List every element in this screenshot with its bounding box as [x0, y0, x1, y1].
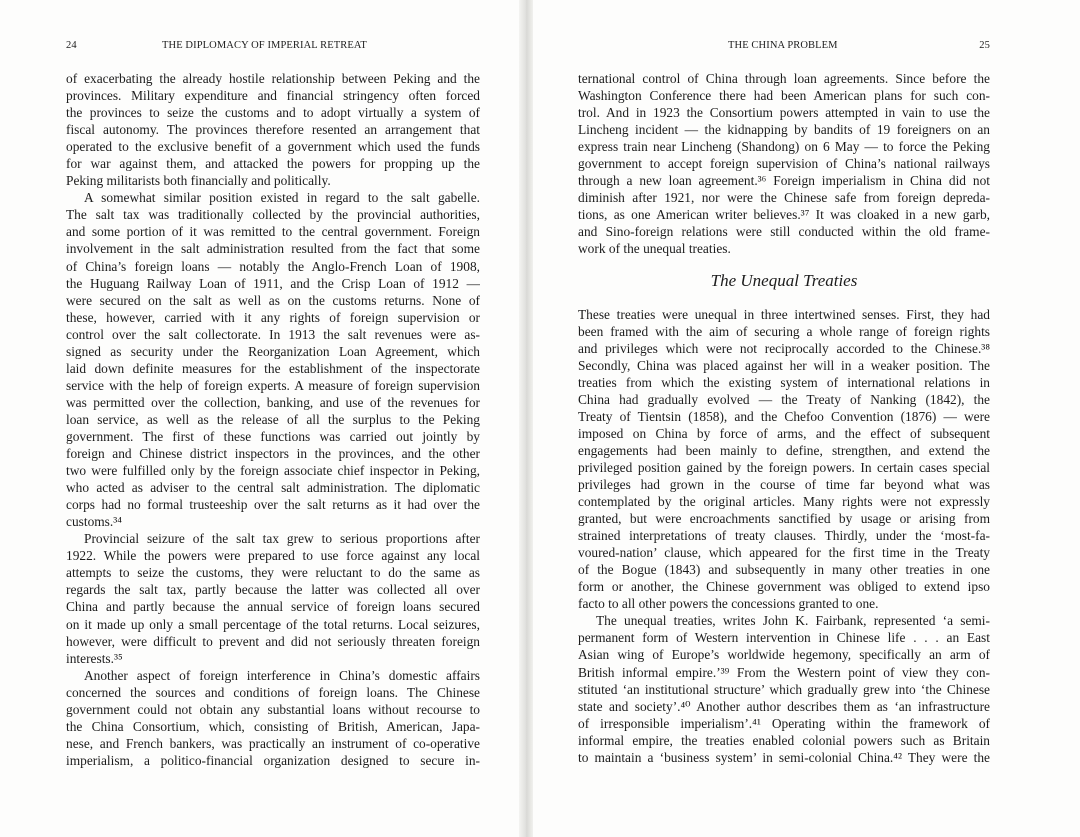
text-line: and privileges which were not reciprocally accorded to the Chinese.³⁸: [578, 340, 990, 356]
text-line: China had gradually evolved — the Treaty of Nanking (1842), the: [578, 391, 990, 407]
text-line: been framed with the aim of securing a whole range of foreign rights: [578, 323, 990, 339]
text-line: The unequal treaties, writes John K. Fairbank, represented ‘a semi-: [596, 613, 990, 629]
text-line: informal empire, the treaties enabled colonial powers such as Britain: [578, 732, 990, 748]
text-line: A somewhat similar position existed in regard to the salt gabelle.: [84, 190, 480, 206]
text-line: of exacerbating the already hostile relationship between Peking and the: [66, 71, 480, 86]
text-line: for war against them, and attacked the powers for propping up the: [66, 156, 480, 172]
text-line: British informal empire.’³⁹ From the Western point of view they con-: [578, 664, 990, 680]
text-line: granted, but were encroachments sanctified by usage or arising from: [578, 511, 990, 527]
text-line: diminish after 1921, nor were the Chinese safe from foreign depreda-: [578, 190, 990, 206]
text-line: express train near Lincheng (Shandong) on 6 May — to force the Peking: [578, 139, 990, 155]
right-running-title: THE CHINA PROBLEM: [728, 40, 838, 51]
text-line: These treaties were unequal in three intertwined senses. First, they had: [578, 306, 990, 322]
section-heading: The Unequal Treaties: [710, 270, 858, 290]
text-line: signed as security under the Reorganization Loan Agreement, which: [66, 343, 480, 359]
text-line: of the Bogue (1843) and subsequently in many other treaties in one: [578, 562, 990, 578]
text-line: control over the salt collectorate. In 1913 the salt revenues were as-: [66, 326, 480, 342]
text-line: ternational control of China through loan agreements. Since before the: [578, 71, 990, 86]
text-line: provinces. Military expenditure and financial stringency often forced: [66, 88, 480, 104]
text-line: tions, as one American writer believes.³⁷ It was cloaked in a new garb,: [578, 207, 990, 223]
text-line: nese, and French bankers, was practically an instrument of co-operative: [66, 735, 480, 751]
text-line: The salt tax was traditionally collected by the provincial authorities,: [66, 207, 480, 223]
text-line: government could not obtain any substantial loans without recourse to: [66, 701, 480, 717]
text-line: corps had no formal trusteeship over the salt returns as it had over the: [66, 497, 480, 513]
text-line: engagements had been mainly to define, strengthen, and extend the: [578, 442, 990, 458]
left-page: [66, 0, 480, 837]
text-line: facto to all other powers the concessions granted to one.: [578, 596, 879, 612]
text-line: Peking militarists both financially and politically.: [66, 173, 331, 189]
text-line: customs.³⁴: [66, 514, 122, 530]
right-page-body: [578, 70, 990, 766]
text-line: to maintain a ‘business system’ in semi-colonial China.⁴² They were the: [578, 749, 990, 765]
right-text-before-heading: [578, 70, 990, 258]
right-running-head: [578, 40, 990, 56]
text-line: through a new loan agreement.³⁶ Foreign imperialism in China did not: [578, 173, 990, 189]
text-line: were secured on the salt as well as on the customs returns. None of: [66, 292, 480, 308]
text-line: laid down definite measures for the establishment of the inspectorate: [66, 360, 480, 376]
text-line: Another aspect of foreign interference in China’s domestic affairs: [84, 667, 480, 683]
text-line: form or another, the Chinese government was obliged to extend ipso: [578, 579, 990, 595]
text-line: Lincheng incident — the kidnapping by bandits of 19 foreigners on an: [578, 122, 990, 138]
text-line: government to accept foreign supervision of China’s national railways: [578, 156, 990, 172]
text-line: service with the help of foreign experts. A measure of foreign supervision: [66, 377, 480, 393]
text-line: these, however, carried with it any rights of foreign supervision or: [66, 309, 480, 325]
text-line: the China Consortium, which, consisting of British, American, Japa-: [66, 718, 480, 734]
text-line: China and partly because the annual service of foreign loans secured: [66, 599, 480, 615]
text-line: voured-nation’ clause, which appeared for the first time in the Treaty: [578, 545, 990, 561]
text-line: Secondly, China was placed against her will in a weaker position. The: [578, 357, 990, 373]
text-line: of irresponsible imperialism’.⁴¹ Operating within the framework of: [578, 715, 990, 731]
text-line: trol. And in 1923 the Consortium powers attempted in vain to use the: [578, 105, 990, 121]
text-line: Asian wing of Europe’s worldwide hegemony, specifically an arm of: [578, 647, 990, 663]
text-line: Washington Conference there had been American plans for such con-: [578, 88, 990, 104]
left-running-title: THE DIPLOMACY OF IMPERIAL RETREAT: [162, 40, 367, 51]
text-line: Provincial seizure of the salt tax grew to serious proportions after: [84, 531, 480, 547]
text-line: foreign and Chinese district inspectors in the provinces, and the other: [66, 446, 480, 462]
text-line: imposed on China by force of arms, and the effect of subsequent: [578, 425, 990, 441]
text-line: strained interpretations of treaty clauses. Thirdly, under the ‘most-fa-: [578, 528, 990, 544]
text-line: state and society’.⁴⁰ Another author describes them as ‘an infrastructure: [578, 698, 990, 714]
text-line: interests.³⁵: [66, 650, 123, 666]
text-line: and Sino-foreign relations were still conducted within the old frame-: [578, 224, 990, 240]
left-page-number: 24: [66, 40, 77, 51]
text-line: of China’s foreign loans — notably the Anglo-French Loan of 1908,: [66, 258, 480, 274]
text-line: fiscal autonomy. The provinces therefore resented an arrangement that: [66, 122, 480, 138]
text-line: concerned the sources and conditions of foreign loans. The Chinese: [66, 684, 480, 700]
text-line: and some portion of it was remitted to the central government. Foreign: [66, 224, 480, 240]
text-line: stituted ‘an institutional structure’ which gradually grew into ‘the Chinese: [578, 681, 990, 697]
text-line: attempts to seize the customs, they were reluctant to do the same as: [66, 565, 480, 581]
text-line: on it made up only a small percentage of the total returns. Local seizures,: [66, 616, 480, 632]
text-line: permanent form of Western intervention in Chinese life . . . an East: [578, 630, 990, 646]
text-line: regards the salt tax, partly because the latter was collected all over: [66, 582, 480, 598]
text-line: two were fulfilled only by the foreign associate chief inspector in Peking,: [66, 463, 480, 479]
text-line: work of the unequal treaties.: [578, 241, 731, 257]
text-line: imperialism, a politico-financial organization designed to secure in-: [66, 752, 480, 768]
right-page-number: 25: [979, 40, 990, 51]
text-line: operated to the exclusive benefit of a government which used the funds: [66, 139, 480, 155]
right-page: [578, 0, 990, 837]
right-text-after-heading: [578, 306, 990, 766]
text-line: loan service, as well as the release of all the surplus to the Peking: [66, 411, 480, 427]
text-line: who acted as adviser to the central salt administration. The diplomatic: [66, 480, 480, 496]
text-line: was permitted over the collection, banking, and use of the revenues for: [66, 394, 480, 410]
text-line: Treaty of Tientsin (1858), and the Chefoo Convention (1876) — were: [578, 408, 990, 424]
text-line: however, were difficult to prevent and did not seriously threaten foreign: [66, 633, 480, 649]
text-line: privileges had grown in the course of time far beyond what was: [578, 476, 990, 492]
left-running-head: [66, 40, 480, 56]
left-page-body: [66, 70, 480, 769]
text-line: 1922. While the powers were prepared to use force against any local: [66, 548, 480, 564]
book-gutter: [519, 0, 533, 837]
text-line: government. The first of these functions was carried out jointly by: [66, 428, 480, 444]
text-line: treaties from which the existing system of international relations in: [578, 374, 990, 390]
text-line: the provinces to seize the customs and to adopt virtually a system of: [66, 105, 480, 121]
text-line: involvement in the salt administration resulted from the fact that some: [66, 241, 480, 257]
text-line: privileged position gained by the foreign powers. In certain cases special: [578, 459, 990, 475]
text-line: the Huguang Railway Loan of 1911, and the Crisp Loan of 1912 —: [66, 275, 480, 291]
text-line: contemplated by the original articles. Many rights were not expressly: [578, 494, 990, 510]
